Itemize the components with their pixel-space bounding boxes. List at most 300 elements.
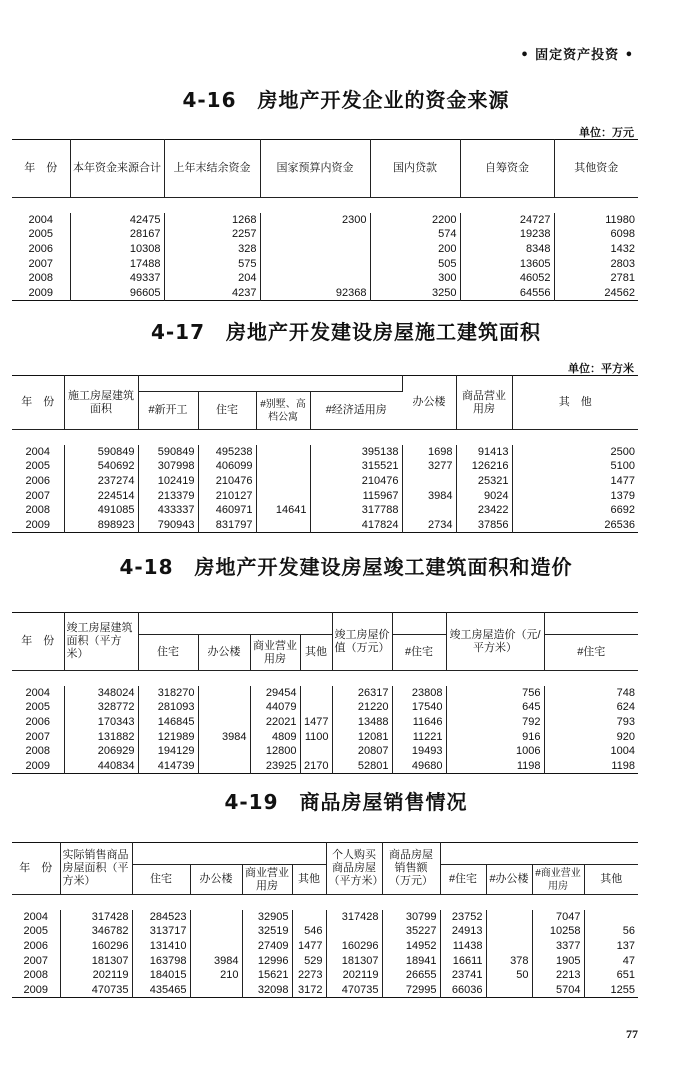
- table-cell: 37856: [456, 518, 512, 533]
- table-cell: 202119: [326, 968, 382, 983]
- table-cell: 590849: [64, 445, 138, 460]
- col-total-funds: 本年资金来源合计: [70, 140, 164, 198]
- table-cell: [260, 256, 370, 271]
- page-number: 77: [626, 1027, 638, 1041]
- col-cost-residential: #住宅: [544, 635, 638, 671]
- row-year: 2009: [12, 286, 70, 301]
- table-cell: [486, 924, 532, 939]
- table-cell: 47: [622, 954, 635, 967]
- table-cell: 13488: [332, 715, 392, 730]
- table-cell: 17540: [392, 700, 446, 715]
- row-year: 2008: [12, 271, 70, 286]
- table-cell: 21220: [332, 700, 392, 715]
- row-year: 2007: [12, 488, 64, 503]
- table-cell: [198, 759, 250, 774]
- table-cell: 96605: [70, 286, 164, 301]
- table-cell: 315521: [310, 459, 402, 474]
- col-other: 其他: [292, 865, 326, 895]
- table-cell: 1432: [610, 243, 635, 256]
- table-row: [12, 213, 638, 228]
- table-row: [12, 910, 638, 925]
- table-4-18: [12, 612, 638, 774]
- table-cell: 2781: [610, 272, 635, 285]
- table-cell: 11980: [605, 213, 635, 226]
- table-4-16-unit: 单位：万元: [579, 126, 634, 139]
- table-cell: 5100: [610, 460, 635, 473]
- table-cell: 300: [370, 271, 460, 286]
- table-cell: 317428: [326, 910, 382, 925]
- col-residential: 住宅: [138, 635, 198, 671]
- row-year: 2007: [12, 953, 60, 968]
- col-sales-commercial: #商业营业用房: [532, 865, 584, 895]
- table-4-19-body: [12, 895, 638, 998]
- table-cell: 307998: [138, 459, 198, 474]
- table-cell: 22021: [250, 715, 300, 730]
- table-cell: 406099: [198, 459, 256, 474]
- table-cell: 495238: [198, 445, 256, 460]
- table-cell: 1477: [300, 715, 332, 730]
- table-cell: 24913: [440, 924, 486, 939]
- table-cell: 115967: [310, 488, 402, 503]
- table-cell: 3172: [292, 983, 326, 998]
- col-residential: 住宅: [132, 865, 190, 895]
- table-cell: 1905: [532, 953, 584, 968]
- table-4-16-body: [12, 198, 638, 301]
- table-cell: 831797: [198, 518, 256, 533]
- table-cell: 395138: [310, 445, 402, 460]
- row-year: 2005: [12, 700, 64, 715]
- row-year: 2008: [12, 503, 64, 518]
- table-cell: 7047: [532, 910, 584, 925]
- table-cell: 210476: [310, 474, 402, 489]
- table-cell: 29454: [250, 686, 300, 701]
- table-cell: 224514: [64, 488, 138, 503]
- table-cell: 56: [622, 925, 635, 938]
- col-prev-balance: 上年末结余资金: [164, 140, 260, 198]
- table-cell: 23422: [456, 503, 512, 518]
- table-cell: 651: [616, 969, 635, 982]
- col-office: 办公楼: [190, 865, 242, 895]
- table-cell: 590849: [138, 445, 198, 460]
- table-cell: 23808: [392, 686, 446, 701]
- table-cell: 2734: [402, 518, 456, 533]
- table-cell: 46052: [460, 271, 554, 286]
- table-cell: [402, 474, 456, 489]
- table-cell: 23752: [440, 910, 486, 925]
- col-completed-cost: 竣工房屋造价（元/平方米）: [446, 613, 544, 671]
- row-year: 2005: [12, 924, 60, 939]
- row-year: 2009: [12, 518, 64, 533]
- table-cell: 26536: [604, 518, 635, 531]
- table-cell: 346782: [60, 924, 132, 939]
- table-row: [12, 227, 638, 242]
- table-row: [12, 518, 638, 533]
- table-cell: 4809: [250, 729, 300, 744]
- col-office: 办公楼: [198, 635, 250, 671]
- table-4-17-title: 4-17 房地产开发建设房屋施工建筑面积: [150, 320, 542, 344]
- table-cell: 3984: [198, 729, 250, 744]
- table-cell: 52801: [332, 759, 392, 774]
- col-completed-area: 竣工房屋建筑面积（平方米）: [64, 613, 138, 671]
- col-state-budget: 国家预算内资金: [260, 140, 370, 198]
- table-row: [12, 700, 638, 715]
- table-cell: 540692: [64, 459, 138, 474]
- table-cell: 32098: [242, 983, 292, 998]
- table-cell: 1379: [610, 489, 635, 502]
- table-cell: 1198: [611, 759, 635, 772]
- table-4-18-title: 4-18 房地产开发建设房屋竣工建筑面积和造价: [119, 555, 573, 579]
- table-cell: 15621: [242, 968, 292, 983]
- table-cell: 328: [164, 242, 260, 257]
- row-year: 2009: [12, 759, 64, 774]
- row-year: 2006: [12, 939, 60, 954]
- table-cell: 8348: [460, 242, 554, 257]
- table-cell: 131410: [132, 939, 190, 954]
- table-cell: 2213: [532, 968, 584, 983]
- table-cell: 529: [292, 953, 326, 968]
- table-cell: 210127: [198, 488, 256, 503]
- col-year: 年 份: [12, 140, 70, 198]
- table-cell: 66036: [440, 983, 486, 998]
- row-year: 2006: [12, 474, 64, 489]
- table-cell: [198, 715, 250, 730]
- table-cell: 13605: [460, 256, 554, 271]
- table-cell: [584, 910, 638, 925]
- table-cell: 6098: [610, 228, 635, 241]
- table-cell: 160296: [60, 939, 132, 954]
- table-row: [12, 759, 638, 774]
- table-cell: 2803: [610, 257, 635, 270]
- table-cell: 348024: [64, 686, 138, 701]
- table-cell: 184015: [132, 968, 190, 983]
- table-cell: 121989: [138, 729, 198, 744]
- table-cell: [326, 924, 382, 939]
- table-cell: 26655: [382, 968, 440, 983]
- col-affordable: #经济适用房: [310, 392, 402, 430]
- table-cell: 204: [164, 271, 260, 286]
- table-cell: 317788: [310, 503, 402, 518]
- col-commercial: 商业营业用房: [250, 635, 300, 671]
- table-cell: 17488: [70, 256, 164, 271]
- table-4-17-body: [12, 430, 638, 533]
- table-cell: 317428: [60, 910, 132, 925]
- table-cell: 30799: [382, 910, 440, 925]
- table-row: [12, 715, 638, 730]
- table-cell: 181307: [326, 953, 382, 968]
- table-cell: 49680: [392, 759, 446, 774]
- table-cell: 3250: [370, 286, 460, 301]
- table-cell: 49337: [70, 271, 164, 286]
- table-cell: 2273: [292, 968, 326, 983]
- row-year: 2008: [12, 744, 64, 759]
- table-4-19: [12, 842, 638, 998]
- table-cell: [256, 474, 310, 489]
- table-cell: 50: [486, 968, 532, 983]
- row-year: 2009: [12, 983, 60, 998]
- col-sales-residential: #住宅: [440, 865, 486, 895]
- row-year: 2004: [12, 686, 64, 701]
- row-year: 2006: [12, 242, 70, 257]
- col-year: 年 份: [12, 843, 60, 895]
- table-4-17: [12, 375, 638, 533]
- table-cell: 748: [616, 686, 635, 699]
- table-cell: 3377: [532, 939, 584, 954]
- table-cell: 213379: [138, 488, 198, 503]
- table-cell: 505: [370, 256, 460, 271]
- table-4-16-title: 4-16 房地产开发企业的资金来源: [182, 88, 510, 112]
- col-commercial: 商品营业用房: [456, 376, 512, 430]
- col-self-raised: 自筹资金: [460, 140, 554, 198]
- table-cell: 72995: [382, 983, 440, 998]
- col-personal-purchase: 个人购买商品房屋（平方米）: [326, 843, 382, 895]
- table-cell: 470735: [60, 983, 132, 998]
- table-cell: 92368: [260, 286, 370, 301]
- table-row: [12, 744, 638, 759]
- table-cell: 491085: [64, 503, 138, 518]
- table-cell: [190, 939, 242, 954]
- table-cell: 920: [616, 730, 635, 743]
- table-cell: [260, 271, 370, 286]
- table-cell: [292, 910, 326, 925]
- table-cell: 414739: [138, 759, 198, 774]
- col-sales-office: #办公楼: [486, 865, 532, 895]
- table-cell: 14641: [256, 503, 310, 518]
- col-commercial: 商业营业用房: [242, 865, 292, 895]
- table-cell: 440834: [64, 759, 138, 774]
- table-cell: 2200: [370, 213, 460, 228]
- table-cell: 574: [370, 227, 460, 242]
- table-cell: 756: [446, 686, 544, 701]
- table-cell: 284523: [132, 910, 190, 925]
- table-cell: 6692: [610, 504, 635, 517]
- table-cell: [486, 983, 532, 998]
- table-cell: 170343: [64, 715, 138, 730]
- table-cell: 210476: [198, 474, 256, 489]
- table-cell: 417824: [310, 518, 402, 533]
- table-cell: [260, 227, 370, 242]
- table-cell: 916: [446, 729, 544, 744]
- table-row: [12, 256, 638, 271]
- table-cell: 102419: [138, 474, 198, 489]
- col-sold-area: 实际销售商品房屋面积（平方米）: [60, 843, 132, 895]
- table-cell: 237274: [64, 474, 138, 489]
- table-cell: 645: [446, 700, 544, 715]
- table-cell: [190, 983, 242, 998]
- table-cell: 210: [190, 968, 242, 983]
- col-other-funds: 其他资金: [554, 140, 638, 198]
- table-cell: 313717: [132, 924, 190, 939]
- table-cell: [256, 488, 310, 503]
- col-sales-other: 其他: [584, 865, 638, 895]
- table-cell: 20807: [332, 744, 392, 759]
- table-cell: [256, 459, 310, 474]
- col-new-starts: #新开工: [138, 392, 198, 430]
- table-cell: 206929: [64, 744, 138, 759]
- table-cell: 3984: [402, 488, 456, 503]
- table-cell: 3984: [190, 953, 242, 968]
- table-cell: 19238: [460, 227, 554, 242]
- table-cell: 328772: [64, 700, 138, 715]
- row-year: 2005: [12, 459, 64, 474]
- table-cell: 1198: [446, 759, 544, 774]
- col-other: 其他: [300, 635, 332, 671]
- table-cell: 3277: [402, 459, 456, 474]
- table-cell: 793: [616, 716, 635, 729]
- row-year: 2007: [12, 729, 64, 744]
- table-cell: 4237: [164, 286, 260, 301]
- table-4-19-title: 4-19 商品房屋销售情况: [224, 790, 468, 814]
- col-completed-value: 竣工房屋价值（万元）: [332, 613, 392, 671]
- col-year: 年 份: [12, 376, 64, 430]
- row-year: 2008: [12, 968, 60, 983]
- table-cell: 435465: [132, 983, 190, 998]
- table-row: [12, 729, 638, 744]
- table-cell: 24727: [460, 213, 554, 228]
- row-year: 2006: [12, 715, 64, 730]
- table-cell: [198, 744, 250, 759]
- table-row: [12, 286, 638, 301]
- table-4-17-unit: 单位：平方米: [568, 362, 634, 375]
- col-residential: 住宅: [198, 392, 256, 430]
- table-cell: 9024: [456, 488, 512, 503]
- table-cell: 624: [616, 701, 635, 714]
- table-cell: [300, 686, 332, 701]
- table-cell: 1006: [446, 744, 544, 759]
- table-cell: 10258: [532, 924, 584, 939]
- table-cell: 25321: [456, 474, 512, 489]
- table-row: [12, 445, 638, 460]
- table-cell: [402, 503, 456, 518]
- table-cell: 1004: [610, 745, 635, 758]
- table-cell: 1477: [292, 939, 326, 954]
- col-construction-area: 施工房屋建筑面积: [64, 376, 138, 430]
- col-value-residential: #住宅: [392, 635, 446, 671]
- col-sales-amount: 商品房屋销售额（万元）: [382, 843, 440, 895]
- table-row: [12, 242, 638, 257]
- table-cell: 433337: [138, 503, 198, 518]
- table-cell: 126216: [456, 459, 512, 474]
- table-cell: [486, 939, 532, 954]
- table-row: [12, 459, 638, 474]
- table-cell: 137: [616, 940, 635, 953]
- table-cell: 23925: [250, 759, 300, 774]
- table-row: [12, 271, 638, 286]
- table-cell: 575: [164, 256, 260, 271]
- col-other: 其 他: [512, 376, 638, 430]
- table-cell: 11646: [392, 715, 446, 730]
- table-cell: 160296: [326, 939, 382, 954]
- table-cell: 470735: [326, 983, 382, 998]
- table-row: [12, 503, 638, 518]
- table-cell: 64556: [460, 286, 554, 301]
- table-cell: 792: [446, 715, 544, 730]
- table-cell: 12800: [250, 744, 300, 759]
- table-cell: [300, 744, 332, 759]
- table-cell: [190, 910, 242, 925]
- table-cell: 2300: [260, 213, 370, 228]
- table-cell: 378: [486, 953, 532, 968]
- table-cell: 790943: [138, 518, 198, 533]
- table-cell: 181307: [60, 953, 132, 968]
- col-villa: #别墅、高档公寓: [256, 392, 310, 430]
- table-cell: 281093: [138, 700, 198, 715]
- table-cell: 12996: [242, 953, 292, 968]
- row-year: 2005: [12, 227, 70, 242]
- table-cell: 26317: [332, 686, 392, 701]
- table-cell: [486, 910, 532, 925]
- table-cell: 460971: [198, 503, 256, 518]
- row-year: 2004: [12, 445, 64, 460]
- table-cell: 1477: [610, 475, 635, 488]
- table-row: [12, 924, 638, 939]
- table-cell: 1268: [164, 213, 260, 228]
- table-row: [12, 939, 638, 954]
- table-cell: 1100: [300, 729, 332, 744]
- table-row: [12, 488, 638, 503]
- table-cell: 146845: [138, 715, 198, 730]
- table-cell: 32519: [242, 924, 292, 939]
- table-cell: 24562: [604, 286, 635, 299]
- table-4-16: [12, 139, 638, 301]
- row-year: 2004: [12, 213, 70, 228]
- table-row: [12, 983, 638, 998]
- table-cell: 44079: [250, 700, 300, 715]
- row-year: 2007: [12, 256, 70, 271]
- col-year: 年 份: [12, 613, 64, 671]
- col-office: 办公楼: [402, 376, 456, 430]
- table-cell: [300, 700, 332, 715]
- table-cell: 11221: [392, 729, 446, 744]
- table-cell: 28167: [70, 227, 164, 242]
- table-cell: [198, 686, 250, 701]
- table-cell: 19493: [392, 744, 446, 759]
- table-cell: 202119: [60, 968, 132, 983]
- table-cell: 200: [370, 242, 460, 257]
- running-header: • 固定资产投资 •: [520, 48, 634, 63]
- table-cell: 1255: [610, 983, 635, 996]
- col-domestic-loans: 国内贷款: [370, 140, 460, 198]
- row-year: 2004: [12, 910, 60, 925]
- table-row: [12, 474, 638, 489]
- table-cell: 35227: [382, 924, 440, 939]
- table-cell: 194129: [138, 744, 198, 759]
- table-cell: 12081: [332, 729, 392, 744]
- table-cell: 318270: [138, 686, 198, 701]
- table-cell: 163798: [132, 953, 190, 968]
- table-cell: 2257: [164, 227, 260, 242]
- table-cell: [256, 445, 310, 460]
- table-4-16-header-row: [12, 140, 638, 198]
- table-cell: 546: [292, 924, 326, 939]
- table-row: [12, 686, 638, 701]
- table-cell: 18941: [382, 953, 440, 968]
- table-cell: 11438: [440, 939, 486, 954]
- table-cell: 14952: [382, 939, 440, 954]
- table-cell: 32905: [242, 910, 292, 925]
- table-row: [12, 968, 638, 983]
- table-row: [12, 953, 638, 968]
- table-cell: 5704: [532, 983, 584, 998]
- table-cell: [260, 242, 370, 257]
- table-cell: 10308: [70, 242, 164, 257]
- table-cell: 131882: [64, 729, 138, 744]
- table-cell: 23741: [440, 968, 486, 983]
- table-cell: 16611: [440, 953, 486, 968]
- table-4-18-body: [12, 671, 638, 774]
- table-cell: 898923: [64, 518, 138, 533]
- table-cell: 27409: [242, 939, 292, 954]
- table-cell: 91413: [456, 445, 512, 460]
